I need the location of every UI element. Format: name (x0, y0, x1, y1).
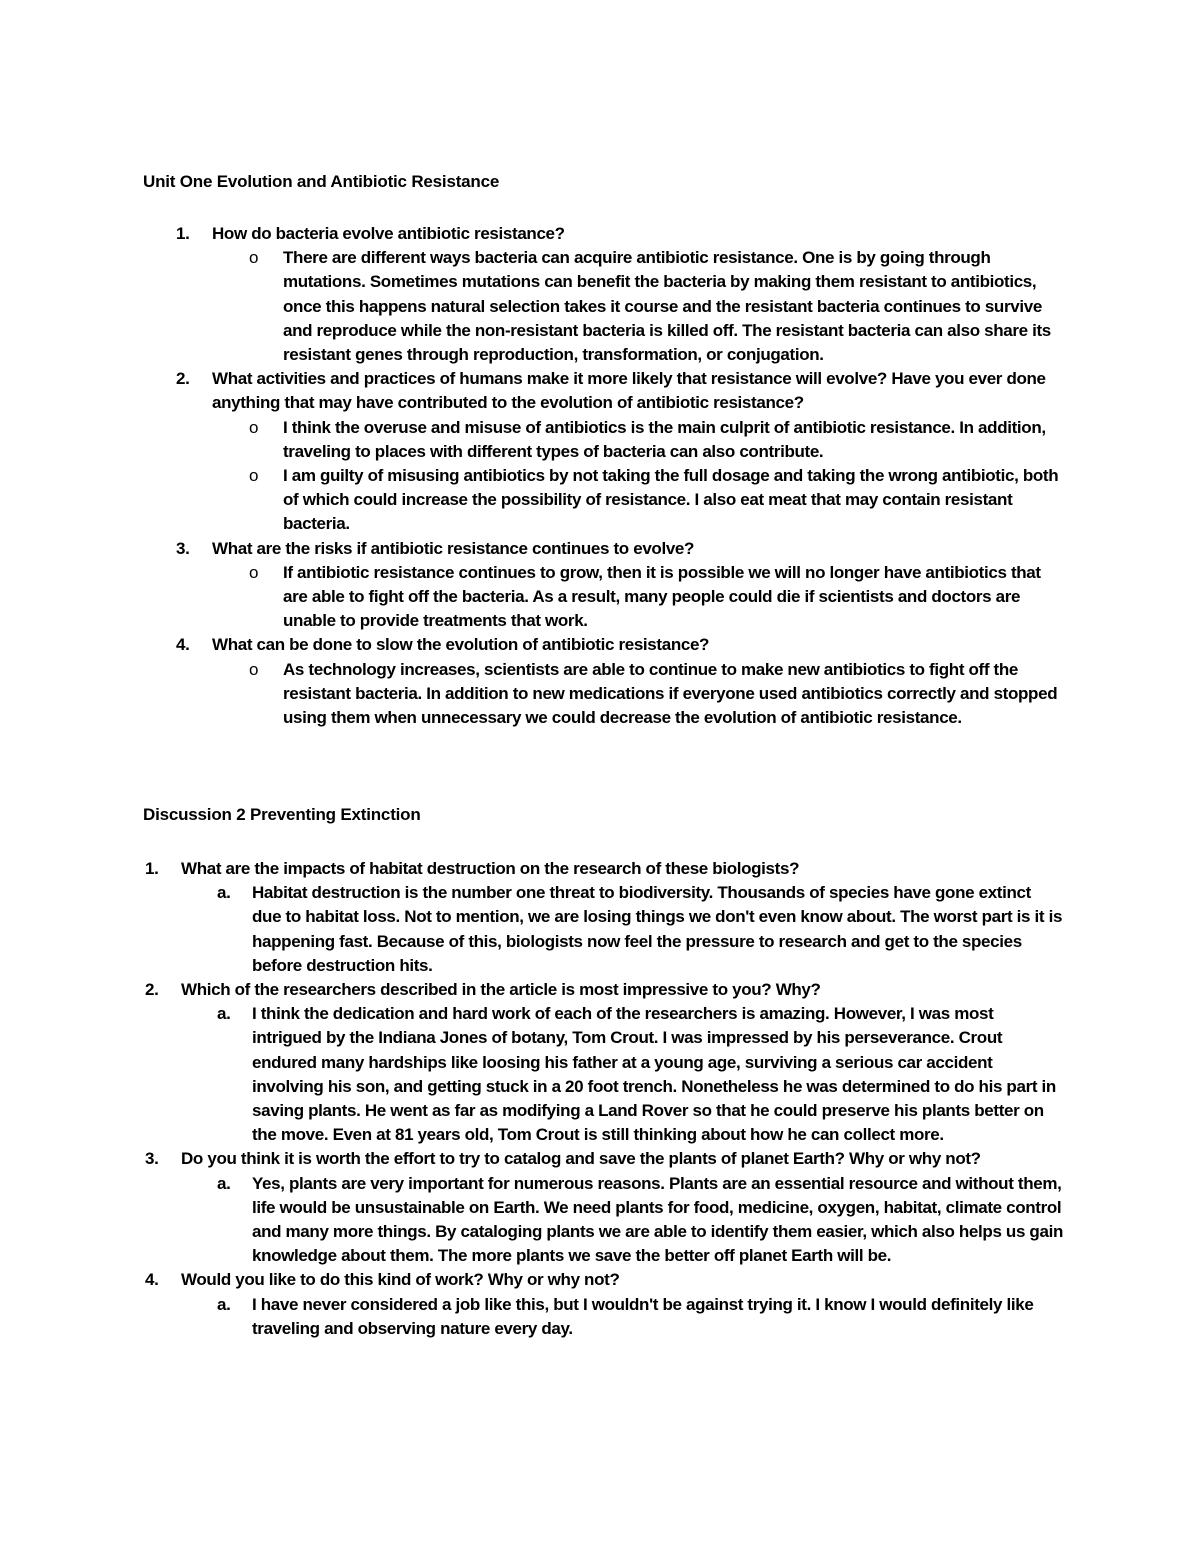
section-heading: Discussion 2 Preventing Extinction (143, 805, 421, 824)
answer-text: I am guilty of misusing antibiotics by not taking the full dosage and taking the wrong antibiotic, both of which could increase the possibility of resistance. I also eat meat that may contain resistant bacteria. (283, 466, 1059, 534)
bullet-marker: o (249, 466, 259, 486)
question-text: What can be done to slow the evolution of antibiotic resistance? (212, 635, 710, 655)
answer-item (181, 1172, 1063, 1269)
list-letter-marker: a. (217, 1294, 231, 1314)
question-item (143, 978, 1063, 1147)
question-item (143, 537, 1063, 634)
bullet-marker: o (249, 562, 259, 582)
answer-text: Yes, plants are very important for numerous reasons. Plants are an essential resource and without them, life would be unsustainable on Earth. We need plants for food, medicine, oxygen, habitat, climate control and many more things. By cataloging plants we are able to identify them easier, which also helps us gain knowledge about them. The more plants we save the better off planet Earth will be. (252, 1173, 1063, 1266)
answer-item (212, 561, 1063, 634)
bullet-marker: o (249, 417, 259, 437)
question-number: 2. (176, 369, 190, 389)
answer-list (181, 881, 1063, 978)
question-item (143, 367, 1063, 536)
question-text: Which of the researchers described in the article is most impressive to you? Why? (181, 980, 821, 1000)
answer-text: I have never considered a job like this, but I wouldn't be against trying it. I know I would definitely like traveling and observing nature every day. (252, 1294, 1034, 1338)
answer-item (212, 464, 1063, 537)
answer-text: I think the dedication and hard work of each of the researchers is amazing. However, I was most intrigued by the Indiana Jones of botany, Tom Crout. I was impressed by his perseverance. Crout endured many hardships like loosing his father at a young age, surviving a serious car accident involving his son, and getting stuck in a 20 foot trench. Nonetheless he was determined to do his part in saving plants. He went as far as modifying a Land Rover so that he could preserve his plants better on the move. Even at 81 years old, Tom Crout is still thinking about how he can collect more. (252, 1004, 1056, 1145)
question-text: What activities and practices of humans make it more likely that resistance will evolve? Have you ever done anything that may have contributed to the evolution of antibiotic resistance? (212, 369, 1046, 413)
bullet-marker: o (249, 659, 259, 679)
answer-text: There are different ways bacteria can acquire antibiotic resistance. One is by going through mutations. Sometimes mutations can benefit the bacteria by making them resistant to antibiotics, once this happens natural selection takes it course and the resistant bacteria continues to survive and reproduce while the non-resistant bacteria is killed off. The resistant bacteria can also share its resistant genes through reproduction, transformation, or conjugation. (283, 248, 1051, 365)
question-item (143, 1268, 1063, 1341)
question-item (143, 857, 1063, 978)
question-text: How do bacteria evolve antibiotic resistance? (212, 224, 565, 243)
question-number: 1. (176, 224, 190, 243)
answer-item (212, 416, 1063, 464)
answer-item (181, 1002, 1063, 1147)
section-antibiotic-resistance (143, 170, 1063, 730)
answer-list (181, 1172, 1063, 1269)
section-preventing-extinction (143, 803, 1063, 1341)
answer-list (212, 246, 1063, 367)
answer-item (181, 1293, 1063, 1341)
question-item (143, 633, 1063, 730)
question-list (143, 222, 1063, 730)
question-number: 4. (145, 1270, 159, 1290)
question-number: 3. (176, 538, 190, 558)
list-letter-marker: a. (217, 1004, 231, 1024)
answer-text: Habitat destruction is the number one threat to biodiversity. Thousands of species have gone extinct due to habitat loss. Not to mention, we are losing things we don't even know about. The worst part is it is happening fast. Because of this, biologists now feel the pressure to research and get to the species before destruction hits. (252, 883, 1063, 975)
question-number: 2. (145, 980, 159, 1000)
list-letter-marker: a. (217, 1173, 231, 1193)
answer-item (181, 881, 1063, 978)
question-text: What are the risks if antibiotic resistance continues to evolve? (212, 538, 695, 558)
answer-list (181, 1293, 1063, 1341)
question-text: Do you think it is worth the effort to try to catalog and save the plants of planet Earth? Why or why not? (181, 1149, 981, 1169)
answer-text: I think the overuse and misuse of antibiotics is the main culprit of antibiotic resistance. In addition, traveling to places with different types of bacteria can also contribute. (283, 417, 1046, 461)
list-letter-marker: a. (217, 883, 231, 903)
question-item (143, 222, 1063, 367)
question-text: What are the impacts of habitat destruction on the research of these biologists? (181, 859, 800, 878)
answer-list (212, 416, 1063, 537)
question-number: 1. (145, 859, 159, 878)
answer-item (212, 658, 1063, 731)
question-list (143, 857, 1063, 1341)
answer-item (212, 246, 1063, 367)
answer-list (181, 1002, 1063, 1147)
question-text: Would you like to do this kind of work? Why or why not? (181, 1270, 620, 1290)
answer-list (212, 561, 1063, 634)
question-item (143, 1147, 1063, 1268)
question-number: 3. (145, 1149, 159, 1169)
answer-text: As technology increases, scientists are able to continue to make new antibiotics to fight off the resistant bacteria. In addition to new medications if everyone used antibiotics correctly and stopped using them when unnecessary we could decrease the evolution of antibiotic resistance. (283, 659, 1058, 728)
bullet-marker: o (249, 248, 259, 268)
question-number: 4. (176, 635, 190, 655)
answer-list (212, 658, 1063, 731)
answer-text: If antibiotic resistance continues to grow, then it is possible we will no longer have antibiotics that are able to fight off the bacteria. As a result, many people could die if scientists and doctors are unable to provide treatments that work. (283, 562, 1041, 631)
section-heading: Unit One Evolution and Antibiotic Resistance (143, 172, 500, 191)
